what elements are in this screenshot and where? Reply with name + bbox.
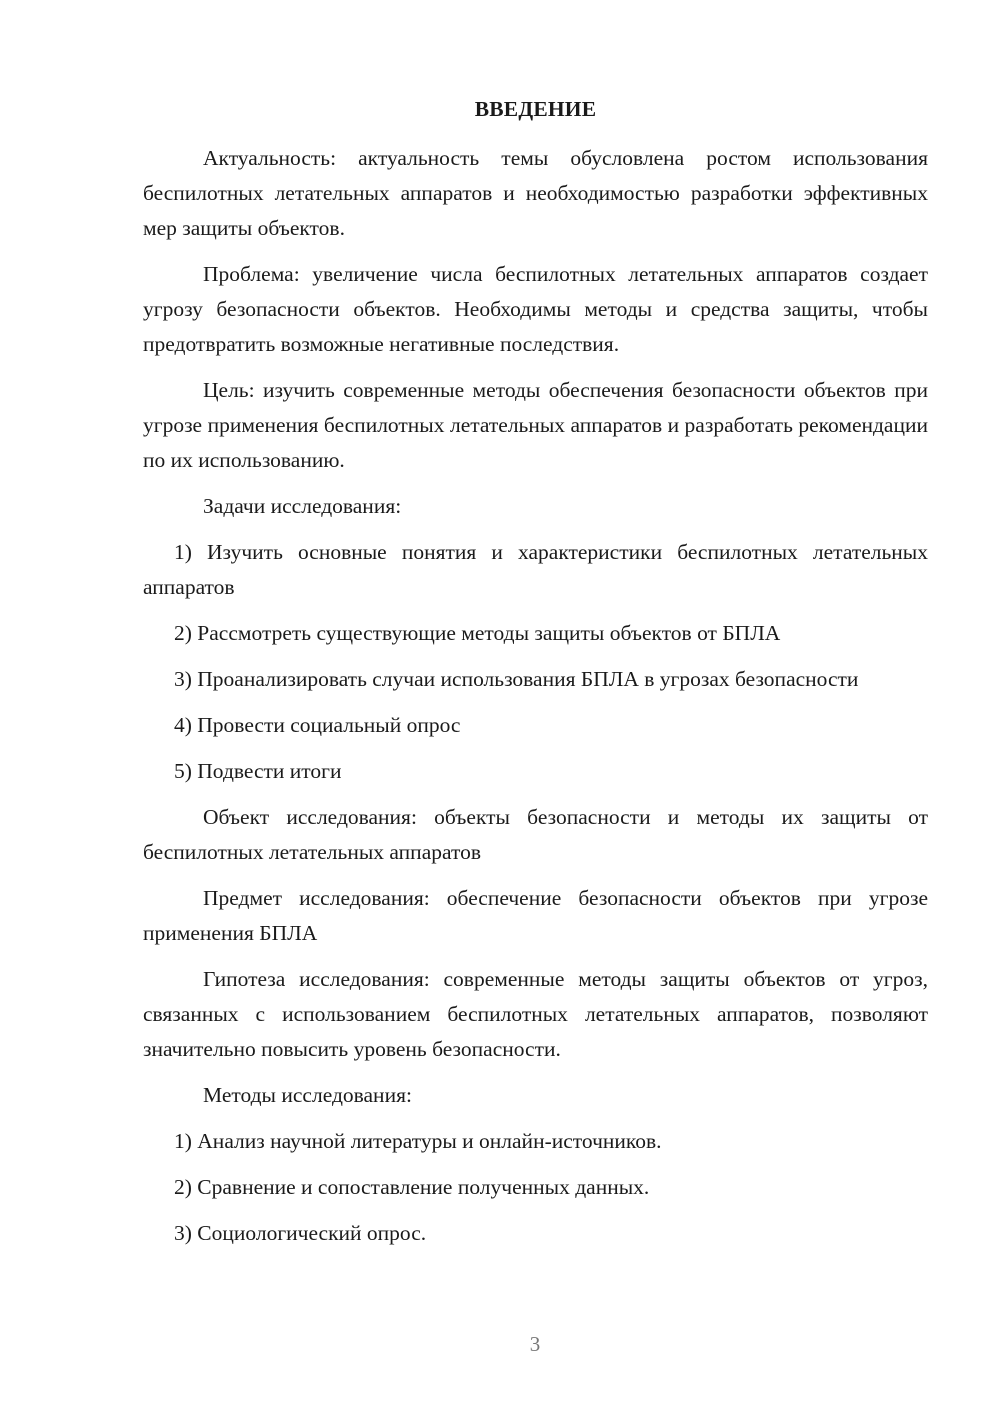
document-page [143,92,928,1262]
method-item-3: 3) Социологический опрос. [174,1221,427,1245]
paragraph-object: Объект исследования: объекты безопасности и методы их защиты от беспилотных летательных аппаратов [143,805,928,864]
task-item-4: 4) Провести социальный опрос [174,713,461,737]
section-title: ВВЕДЕНИЕ [474,97,597,121]
method-item-2: 2) Сравнение и сопоставление полученных данных. [174,1175,650,1199]
paragraph-problem: Проблема: увеличение числа беспилотных летательных аппаратов создает угрозу безопасности объектов. Необходимы методы и средства защиты, чтобы предотвратить возможные негативные последствия. [143,262,928,356]
task-item-3: 3) Проанализировать случаи использования БПЛА в угрозах безопасности [174,667,859,691]
paragraph-relevance: Актуальность: актуальность темы обусловлена ростом использования беспилотных летательных аппаратов и необходимостью разработки эффективных мер защиты объектов. [143,146,928,240]
paragraph-hypothesis: Гипотеза исследования: современные методы защиты объектов от угроз, связанных с использованием беспилотных летательных аппаратов, позволяют значительно повысить уровень безопасности. [143,967,928,1061]
method-item-1: 1) Анализ научной литературы и онлайн-источников. [174,1129,662,1153]
page-number: 3 [529,1332,541,1356]
task-item-5: 5) Подвести итоги [174,759,342,783]
paragraph-subject: Предмет исследования: обеспечение безопасности объектов при угрозе применения БПЛА [143,886,928,945]
task-item-2: 2) Рассмотреть существующие методы защиты объектов от БПЛА [174,621,781,645]
task-item-1: 1) Изучить основные понятия и характеристики беспилотных летательных аппаратов [143,540,928,599]
tasks-heading: Задачи исследования: [203,494,402,518]
methods-heading: Методы исследования: [203,1083,412,1107]
paragraph-goal: Цель: изучить современные методы обеспечения безопасности объектов при угрозе применения беспилотных летательных аппаратов и разработать рекомендации по их использованию. [143,378,928,472]
